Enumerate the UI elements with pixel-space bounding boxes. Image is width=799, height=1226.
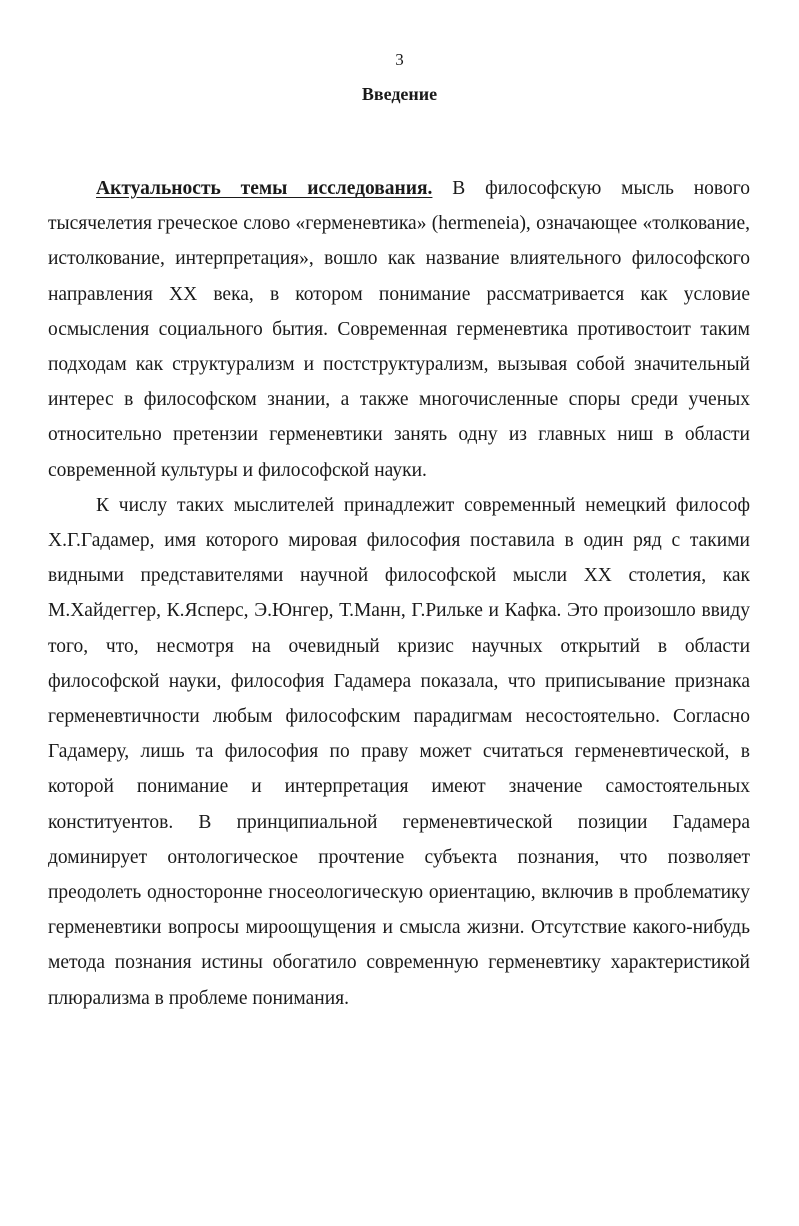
paragraph-text: К числу таких мыслителей принадлежит современный немецкий философ Х.Г.Гадамер, имя которого мировая философия поставила в один ряд с такими видными представителями научной философской мысли ХХ столетия, как М.Хайдеггер, К.Ясперс, Э.Юнгер, Т.Манн, Г.Рильке и Кафка. Это произошло ввиду того, что, несмотря на очевидный кризис научных открытий в области философской науки, философия Гадамера показала, что приписывание признака герменевтичности любым философским парадигмам несостоятельно. Согласно Гадамеру, лишь та философия по праву может считаться герменевтической, в которой понимание и интерпретация имеют значение самостоятельных конституентов. В принципиальной герменевтической позиции Гадамера доминирует онтологическое прочтение субъекта познания, что позволяет преодолеть односторонне гносеологическую ориентацию, включив в проблематику герменевтики вопросы мироощущения и смысла жизни. Отсутствие какого-нибудь метода познания истины обогатило современную герменевтику характеристикой плюрализма в проблеме понимания. xyxy=(48,494,750,1009)
paragraph-lead: Актуальность темы исследования. xyxy=(96,178,433,199)
body-text xyxy=(48,171,750,1016)
section-heading: Введение xyxy=(361,84,438,104)
paragraph-relevance xyxy=(48,171,750,488)
page-number: 3 xyxy=(395,50,404,69)
paragraph-text: В философскую мысль нового тысячелетия греческое слово «герменевтика» (hermeneia), означающее «толкование, истолкование, интерпретация», вошло как название влиятельного философского направления ХХ века, в котором понимание рассматривается как условие осмысления социального бытия. Современная герменевтика противостоит таким подходам как структурализм и постструктурализм, вызывая собой значительный интерес в философском знании, а также многочисленные споры среди ученых относительно претензии герменевтики занять одну из главных ниш в области современной культуры и философской науки. xyxy=(48,178,751,481)
paragraph-gadamer xyxy=(48,488,750,1016)
